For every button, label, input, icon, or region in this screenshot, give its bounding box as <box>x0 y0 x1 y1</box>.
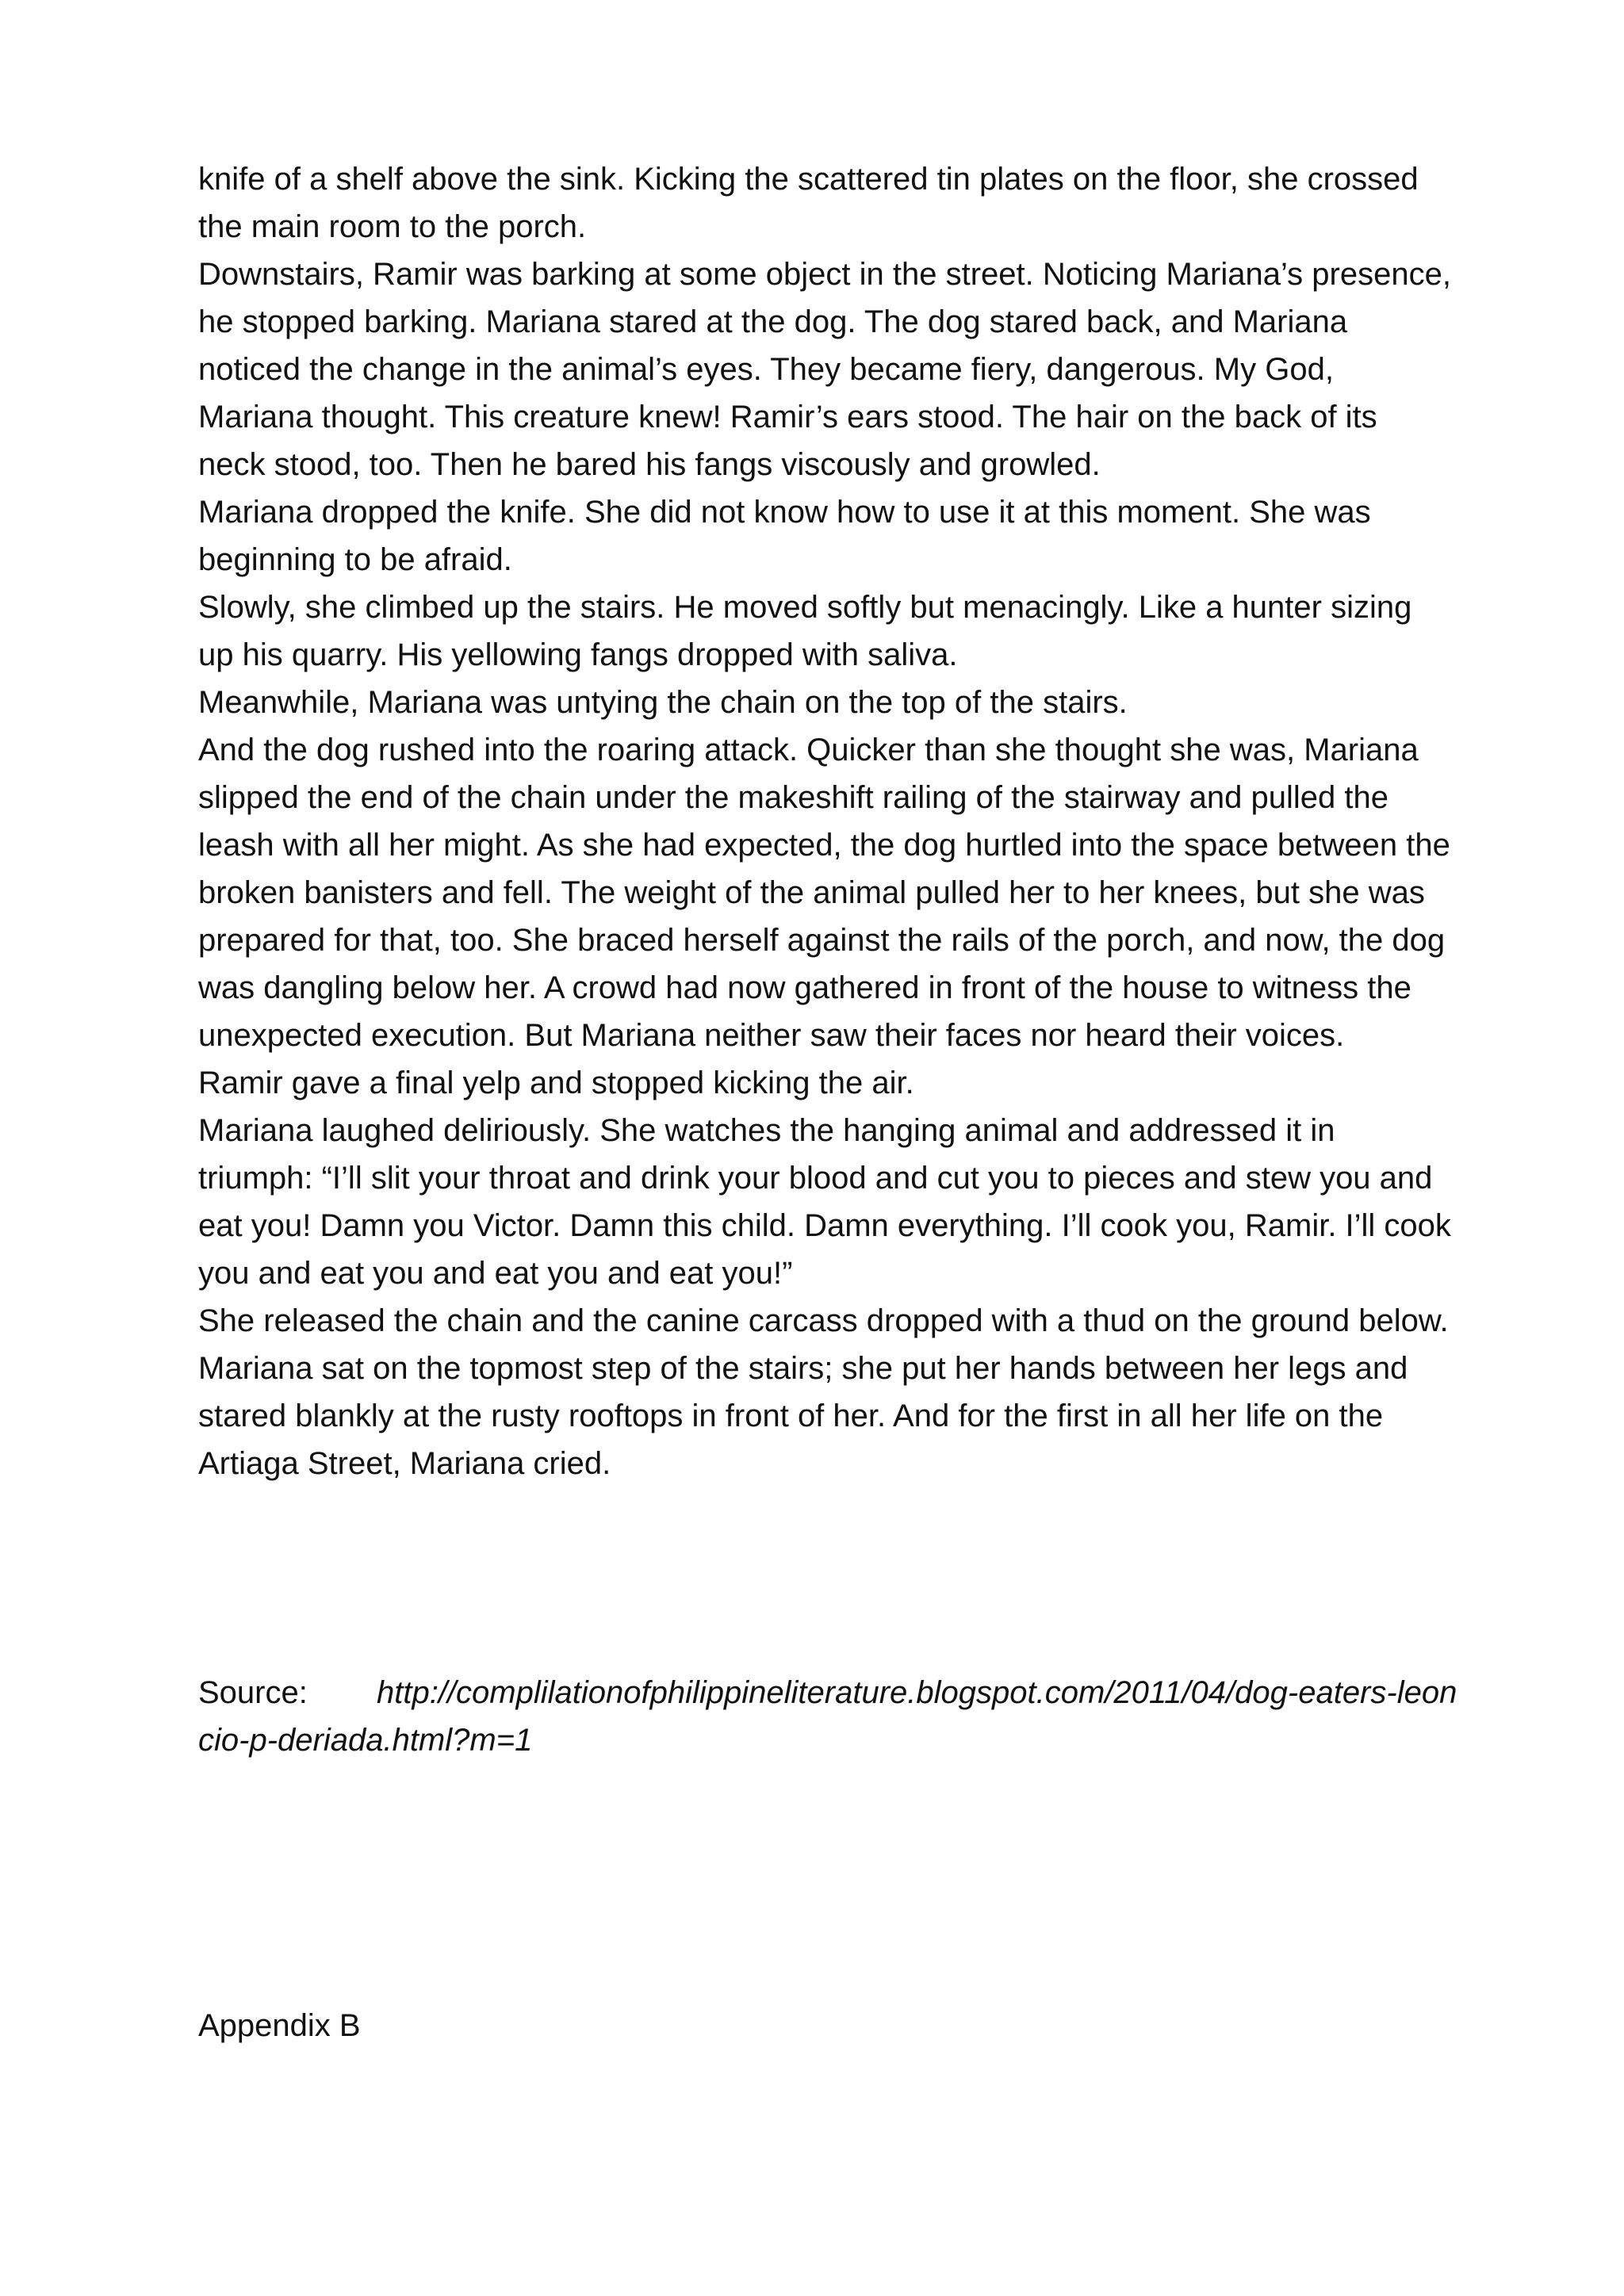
paragraph: Meanwhile, Mariana was untying the chain on the top of the stairs. <box>198 685 1128 720</box>
paragraph: Mariana dropped the knife. She did not know how to use it at this moment. She was beginning to be afraid. <box>198 495 1371 577</box>
paragraph: Ramir gave a final yelp and stopped kicking the air. <box>198 1066 914 1100</box>
source-citation <box>198 1669 1459 1764</box>
story-text <box>198 155 1451 1487</box>
paragraph: Downstairs, Ramir was barking at some object in the street. Noticing Mariana’s presence, he stopped barking. Mariana stared at the dog. The dog stared back, and Mariana noticed the change in the animal’s eyes. They became fiery, dangerous. My God, Mariana thought. This creature knew! Ramir’s ears stood. The hair on the back of its neck stood, too. Then he bared his fangs viscously and growled. <box>198 257 1451 482</box>
paragraph: Mariana sat on the topmost step of the stairs; she put her hands between her legs and stared blankly at the rusty rooftops in front of her. And for the first in all her life on the Artiaga Street, Mariana cried. <box>198 1351 1408 1481</box>
paragraph: Mariana laughed deliriously. She watches the hanging animal and addressed it in triumph: “I’ll slit your throat and drink your blood and cut you to pieces and stew you and eat you! Damn you Victor. Damn this child. Damn everything. I’ll cook you, Ramir. I’ll cook you and eat you and eat you and eat you!” <box>198 1113 1451 1291</box>
source-label: Source: <box>198 1675 308 1710</box>
appendix-heading: Appendix B <box>198 2008 361 2043</box>
source-url: http://complilationofphilippineliterature.blogspot.com/2011/04/dog-eaters-leoncio-p-deriada.html?m=1 <box>198 1675 1457 1758</box>
paragraph: She released the chain and the canine carcass dropped with a thud on the ground below. <box>198 1303 1449 1338</box>
paragraph: Slowly, she climbed up the stairs. He moved softly but menacingly. Like a hunter sizing up his quarry. His yellowing fangs dropped with saliva. <box>198 590 1412 672</box>
paragraph: knife of a shelf above the sink. Kicking the scattered tin plates on the floor, she crossed the main room to the porch. <box>198 162 1419 244</box>
paragraph: And the dog rushed into the roaring attack. Quicker than she thought she was, Mariana slipped the end of the chain under the makeshift railing of the stairway and pulled the leash with all her might. As she had expected, the dog hurtled into the space between the broken banisters and fell. The weight of the animal pulled her to her knees, but she was prepared for that, too. She braced herself against the rails of the porch, and now, the dog was dangling below her. A crowd had now gathered in front of the house to witness the unexpected execution. But Mariana neither saw their faces nor heard their voices. <box>198 733 1450 1053</box>
